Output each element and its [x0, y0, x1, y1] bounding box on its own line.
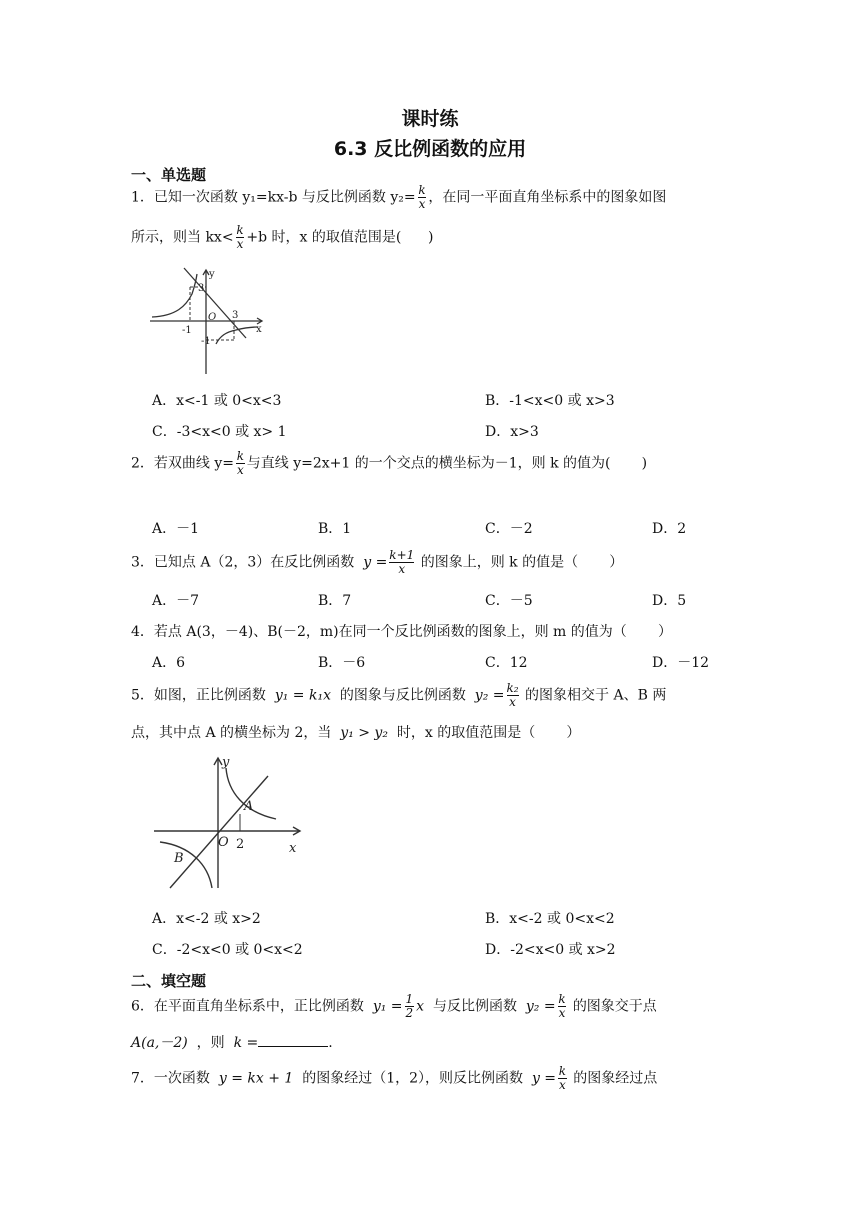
q1-option-d[interactable]: D．x>3 [485, 424, 539, 440]
question-6-line-2: A(a,－2) ，则 k = . [131, 1035, 333, 1051]
q3-option-a[interactable]: A．－7 [152, 593, 200, 609]
q4-option-d[interactable]: D．－12 [652, 655, 710, 671]
fraction-k2-over-x: $\frac{\text{k₂}}{x}$ [506, 681, 519, 709]
question-2: 2．若双曲线 y= $\frac{k}{x}$ 与直线 y=2x+1 的一个交点的横坐标为－1，则 k 的值为( ) [131, 449, 648, 477]
q2-option-d[interactable]: D．2 [652, 521, 687, 537]
question-5-graph [150, 754, 310, 890]
proportional-function-line [170, 776, 268, 888]
q5-option-d[interactable]: D．-2<x<0 或 x>2 [485, 942, 616, 958]
q3-option-b[interactable]: B．7 [318, 593, 352, 609]
answer-blank[interactable] [258, 1034, 328, 1047]
page-title: 课时练 [401, 108, 459, 130]
question-1-graph [146, 266, 266, 376]
x-axis-label: x [256, 324, 262, 335]
question-5-line-1: 5．如图，正比例函数 y₁ = k₁x 的图象与反比例函数 y₂ = $\frac{\text{k₂}}{x}$ 的图象相交于 A、B 两 [131, 681, 667, 709]
tick-label-3-x: 3 [232, 310, 239, 321]
linear-function-line [184, 268, 246, 338]
y-axis-label: y [209, 269, 215, 280]
q4-option-a[interactable]: A．6 [152, 655, 186, 671]
x-axis-label: x [289, 841, 297, 856]
tick-label-neg1-x: -1 [182, 325, 192, 336]
point-b-label: B [174, 851, 184, 866]
question-5-line-2: 点，其中点 A 的横坐标为 2，当 y₁ > y₂ 时，x 的取值范围是（ ） [131, 725, 581, 741]
q3-option-c[interactable]: C．－5 [485, 593, 533, 609]
fraction-k-over-x: $\frac{k}{x}$ [558, 992, 566, 1020]
fraction-k-over-x: $\frac{k}{x}$ [558, 1064, 567, 1092]
q4-option-b[interactable]: B．－6 [318, 655, 366, 671]
fraction-k-plus-1-over-x: $\frac{k+1}{x}$ [389, 548, 415, 576]
hyperbola-branch-right [216, 327, 258, 344]
q2-option-a[interactable]: A．－1 [152, 521, 200, 537]
fraction-k-over-x: $\frac{k}{x}$ [418, 183, 426, 211]
section-heading-fill-in: 二、填空题 [131, 972, 207, 990]
q5-option-a[interactable]: A．x<-2 或 x>2 [152, 911, 261, 927]
question-6-line-1: 6．在平面直角坐标系中，正比例函数 y₁ = $\frac{1}{2}$ x 与反比例函数 y₂ = $\frac{k}{x}$ 的图象交于点 [131, 992, 657, 1020]
question-3: 3．已知点 A（2，3）在反比例函数 y = $\frac{k+1}{x}$ 的图象上，则 k 的值是（ ） [131, 548, 624, 576]
tick-label-2: 2 [236, 837, 245, 852]
hyperbola-branch-left [152, 274, 197, 317]
q5-option-c[interactable]: C．-2<x<0 或 0<x<2 [152, 942, 303, 958]
q1-option-c[interactable]: C．-3<x<0 或 x> 1 [152, 424, 287, 440]
fraction-k-over-x: $\frac{k}{x}$ [236, 449, 245, 477]
q3-option-d[interactable]: D．5 [652, 593, 687, 609]
y-axis-label: y [222, 755, 230, 770]
page-subtitle: 6.3 反比例函数的应用 [333, 138, 527, 160]
question-4: 4．若点 A(3，－4)、B(－2，m)在同一个反比例函数的图象上，则 m 的值为（ ） [131, 624, 672, 640]
q1-option-a[interactable]: A．x<-1 或 0<x<3 [152, 393, 282, 409]
tick-label-3-y: 3 [198, 283, 205, 294]
fraction-1-over-2: $\frac{1}{2}$ [405, 992, 414, 1020]
q2-option-b[interactable]: B．1 [318, 521, 352, 537]
question-1-line-1: 1．已知一次函数 y₁=kx-b 与反比例函数 y₂= $\frac{k}{x}$ ，在同一平面直角坐标系中的图象如图 [131, 183, 667, 211]
q5-option-b[interactable]: B．x<-2 或 0<x<2 [485, 911, 615, 927]
tick-label-neg1-y: -1 [201, 336, 211, 347]
point-a-label: A [244, 799, 254, 814]
origin-label: O [208, 312, 217, 323]
q4-option-c[interactable]: C．12 [485, 655, 528, 671]
origin-label: O [218, 835, 229, 850]
section-heading-single-choice: 一、单选题 [131, 166, 207, 184]
fraction-k-over-x: $\frac{k}{x}$ [236, 223, 244, 251]
q1-option-b[interactable]: B．-1<x<0 或 x>3 [485, 393, 615, 409]
question-1-line-2: 所示，则当 kx< $\frac{k}{x}$ +b 时，x 的取值范围是( ) [131, 223, 434, 251]
question-7: 7．一次函数 y = kx + 1 的图象经过（1，2），则反比例函数 y = $\frac{k}{x}$ 的图象经过点 [131, 1064, 658, 1092]
q2-option-c[interactable]: C．－2 [485, 521, 533, 537]
